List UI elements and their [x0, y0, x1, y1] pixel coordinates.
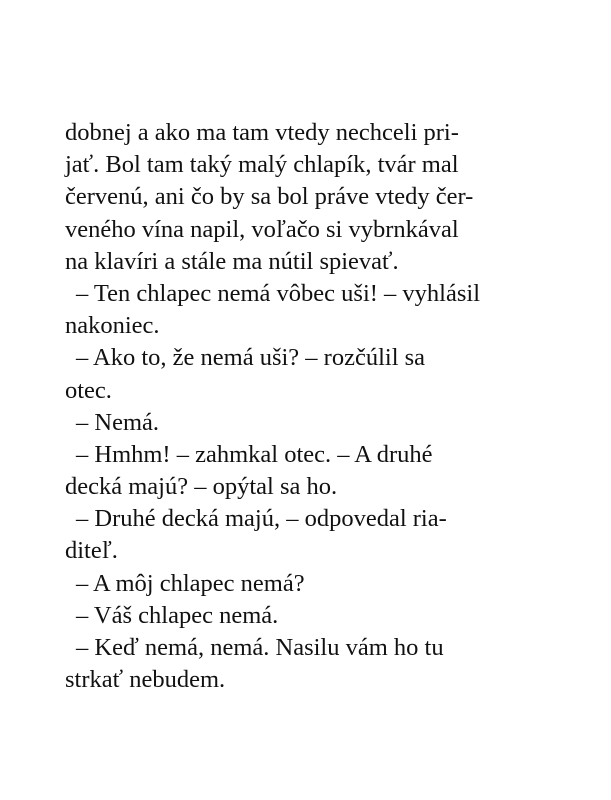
- text-line: diteľ.: [65, 537, 118, 565]
- text-line: decká majú? – opýtal sa ho.: [65, 473, 338, 501]
- dialogue-line: – Nemá.: [76, 408, 159, 436]
- text-line: otec.: [65, 376, 112, 404]
- dialogue-line: – Hmhm! – zahmkal otec. – A druhé: [76, 440, 433, 468]
- dialogue-line: – Druhé decká majú, – odpovedal ria-: [76, 505, 447, 533]
- dialogue-line: – Ten chlapec nemá vôbec uši! – vyhlásil: [76, 279, 480, 307]
- text-line: na klavíri a stále ma nútil spievať.: [65, 247, 399, 275]
- dialogue-line: – Keď nemá, nemá. Nasilu vám ho tu: [76, 634, 444, 661]
- text-line: nakoniec.: [65, 312, 160, 340]
- dialogue-line: – Váš chlapec nemá.: [76, 601, 279, 629]
- dialogue-line: – Ako to, že nemá uši? – rozčúlil sa: [76, 344, 426, 372]
- text-line: strkať nebudem.: [65, 666, 226, 694]
- page-text: [65, 117, 535, 696]
- text-line: veného vína napil, voľačo si vybrnkával: [65, 215, 459, 243]
- text-line: dobnej a ako ma tam vtedy nechceli pri-: [65, 119, 459, 146]
- dialogue-line: – A môj chlapec nemá?: [76, 569, 305, 597]
- text-line: červenú, ani čo by sa bol práve vtedy čer-: [65, 183, 474, 211]
- text-line: jať. Bol tam taký malý chlapík, tvár mal: [65, 151, 459, 179]
